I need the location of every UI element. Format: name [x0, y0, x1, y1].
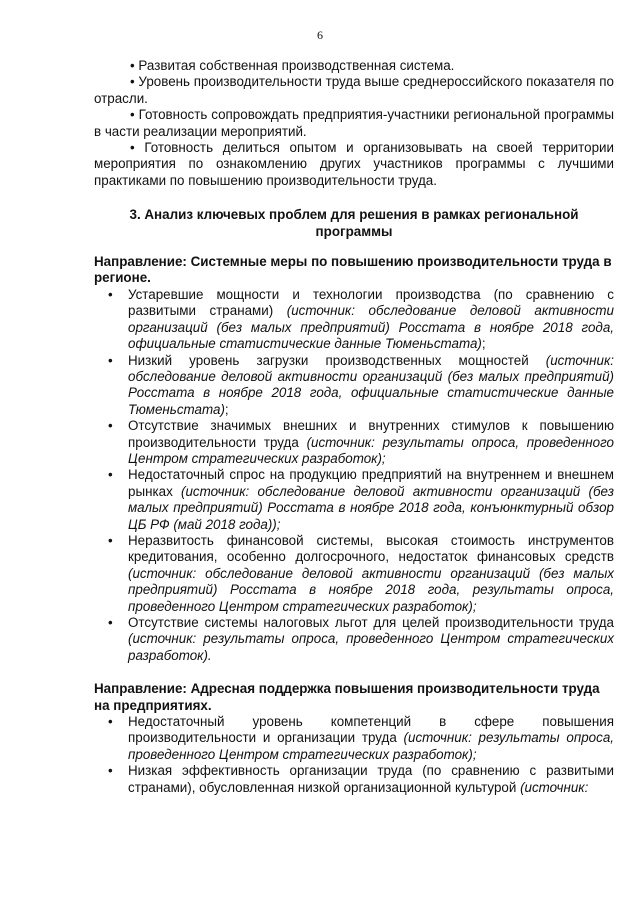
item-tail: ; [224, 401, 229, 417]
spacer [94, 664, 614, 681]
list-item [94, 615, 614, 664]
problem-list [94, 287, 614, 664]
intro-item: • Уровень производительности труда выше среднероссийского показателя по отрасли. [94, 74, 614, 106]
item-text: Устаревшие мощности и технологии производства (по сравнению с развитыми странами) [128, 286, 614, 319]
item-source: (источник: обследование деловой активности организаций (без малых предприятий) Росстата в ноябре 2018 года, конъюнктурный обзор ЦБ РФ (май 2018 года)); [128, 483, 614, 532]
list-item [94, 714, 614, 763]
item-tail: ; [481, 336, 486, 352]
bullet-icon: • [108, 763, 113, 779]
item-text: Недостаточный спрос на продукцию предприятий на внутреннем и внешнем рынках [128, 467, 614, 499]
direction-heading: Направление: Системные меры по повышению производительности труда в регионе. [94, 254, 612, 286]
item-text: Отсутствие системы налоговых льгот для целей производительности труда [128, 615, 614, 630]
item-text: Неразвитость финансовой системы, высокая стоимость инструментов кредитования, особенно долгосрочного, недостаток финансовых средств [128, 532, 614, 565]
bullet-icon: • [108, 352, 113, 368]
page-number: 6 [317, 28, 323, 42]
item-text: Отсутствие значимых внешних и внутренних стимулов к повышению производительности труда [128, 418, 614, 450]
intro-list [94, 58, 614, 189]
intro-item: • Развитая собственная производственная система. [130, 58, 455, 73]
section-heading: 3. Анализ ключевых проблем для решения в рамках региональной программы [129, 207, 579, 239]
bullet-icon: • [108, 418, 113, 434]
list-item [94, 763, 614, 796]
item-text: Низкая эффективность организации труда (по сравнению с развитыми странами), обусловленная низкой организационной культурой [128, 763, 614, 795]
list-item [94, 353, 614, 419]
list-item [94, 467, 614, 533]
problem-list [94, 714, 614, 796]
direction-heading: Направление: Адресная поддержка повышения производительности труда на предприятиях. [94, 681, 600, 713]
bullet-icon: • [108, 714, 113, 730]
item-source: (источник: результаты опроса, проведенного Центром стратегических разработок); [128, 434, 614, 466]
bullet-icon: • [108, 532, 113, 548]
intro-item: • Готовность делиться опытом и организовывать на своей территории мероприятия по ознакомлению других участников программы с лучшими практиками по повышению производительности труда. [94, 140, 614, 188]
bullet-icon: • [108, 615, 113, 630]
list-item [94, 418, 614, 467]
item-source: (источник: обследование деловой активности организаций (без малых предприятий) Росстата в ноябре 2018 года, официальные статистические данные Тюменьстата) [128, 352, 614, 417]
item-text: Низкий уровень загрузки производственных мощностей [128, 352, 546, 368]
bullet-icon: • [108, 286, 113, 302]
bullet-icon: • [108, 467, 113, 483]
intro-item: • Готовность сопровождать предприятия-участники региональной программы в части реализации мероприятий. [94, 107, 614, 139]
item-source: (источник: обследование деловой активности организаций (без малых предприятий) Росстата в ноябре 2018 года, официальные статистические данные Тюменьстата) [128, 303, 615, 352]
item-source: (источник: обследование деловой активности организаций (без малых предприятий) Росстата в ноябре 2018 года, результаты опроса, проведенного Центром стратегических разработок); [128, 565, 614, 614]
item-source: (источник: [520, 779, 589, 795]
list-item [94, 533, 614, 615]
item-text: Недостаточный уровень компетенций в сфере повышения производительности и организации труда [128, 714, 614, 746]
item-source: (источник: результаты опроса, проведенного Центром стратегических разработок); [128, 730, 614, 762]
list-item [94, 287, 614, 353]
item-source: (источник: результаты опроса, проведенного Центром стратегических разработок). [128, 631, 614, 663]
document-body [94, 58, 614, 796]
